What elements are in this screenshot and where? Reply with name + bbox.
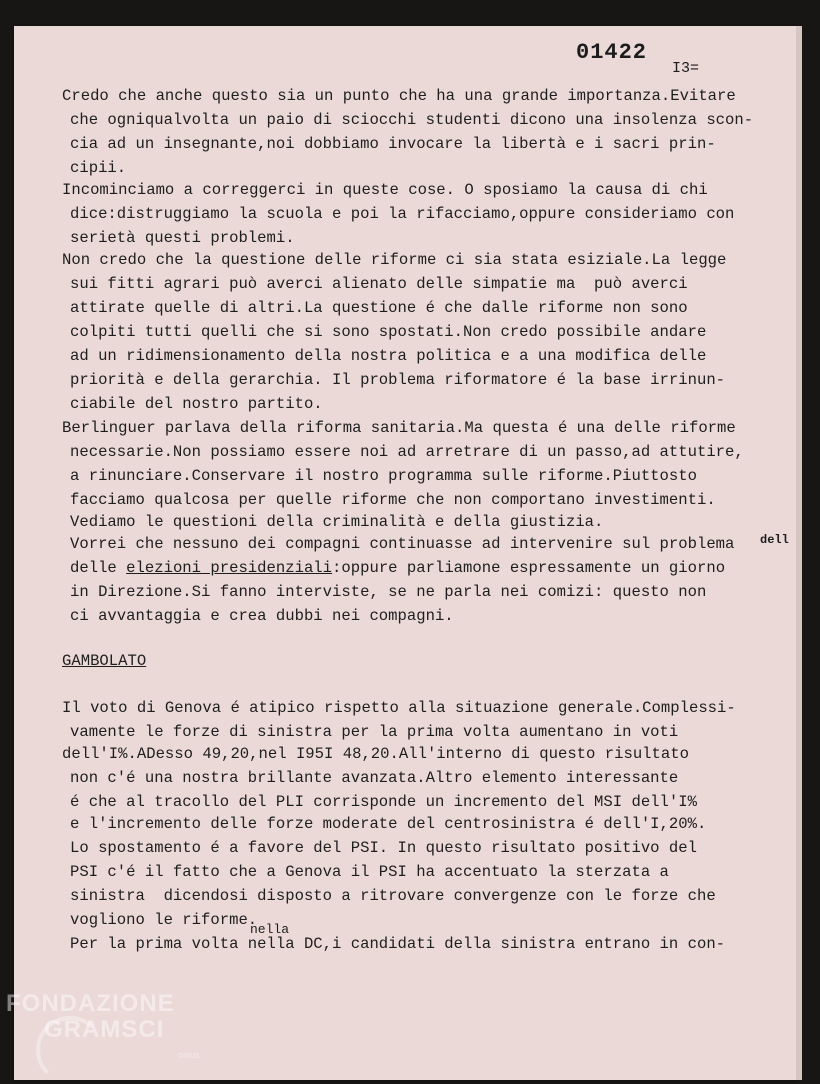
- text-line: Per la prima volta nella DC,i candidati della sinistra entrano in con-: [70, 935, 726, 953]
- text-line: vogliono le riforme.: [70, 911, 258, 929]
- text-fragment: :oppure parliamone espressamente un giorno: [332, 559, 726, 577]
- text-line: PSI c'é il fatto che a Genova il PSI ha accentuato la sterzata a: [70, 863, 669, 881]
- text-line: ci avvantaggia e crea dubbi nei compagni.: [70, 607, 454, 625]
- watermark-logo: [6, 990, 200, 1060]
- text-line: vamente le forze di sinistra per la prima volta aumentano in voti: [70, 723, 679, 741]
- marginal-overstrike: dell: [760, 533, 789, 547]
- watermark-line-3: onlus: [178, 1050, 200, 1060]
- text-line: Lo spostamento é a favore del PSI. In questo risultato positivo del: [70, 839, 697, 857]
- text-line: Non credo che la questione delle riforme ci sia stata esiziale.La legge: [62, 251, 727, 269]
- text-line: sui fitti agrari può averci alienato delle simpatie ma può averci: [70, 275, 688, 293]
- text-line: Incominciamo a correggerci in queste cose. O sposiamo la causa di chi: [62, 181, 708, 199]
- text-line: serietà questi problemi.: [70, 229, 295, 247]
- text-line: cipii.: [70, 159, 127, 177]
- text-line: sinistra dicendosi disposto a ritrovare convergenze con le forze che: [70, 887, 716, 905]
- text-line: necessarie.Non possiamo essere noi ad arretrare di un passo,ad attutire,: [70, 443, 744, 461]
- text-line: cia ad un insegnante,noi dobbiamo invocare la libertà e i sacri prin-: [70, 135, 716, 153]
- watermark-line-2: GRAMSCI: [44, 1016, 165, 1043]
- text-line: priorità e della gerarchia. Il problema riformatore é la base irrinun-: [70, 371, 726, 389]
- text-line: colpiti tutti quelli che si sono spostati.Non credo possibile andare: [70, 323, 707, 341]
- text-line: a rinunciare.Conservare il nostro programma sulle riforme.Piuttosto: [70, 467, 697, 485]
- handwritten-correction: nella: [250, 922, 290, 937]
- speaker-heading: GAMBOLATO: [62, 652, 147, 670]
- page-number: I3=: [672, 60, 700, 77]
- text-line: e l'incremento delle forze moderate del centrosinistra é dell'I,20%.: [70, 815, 707, 833]
- text-line: che ogniqualvolta un paio di sciocchi studenti dicono una insolenza scon-: [70, 111, 754, 129]
- underlined-phrase: elezioni presidenziali: [126, 559, 333, 577]
- text-line: Il voto di Genova é atipico rispetto alla situazione generale.Complessi-: [62, 699, 736, 717]
- text-line: dell'I%.ADesso 49,20,nel I95I 48,20.All'interno di questo risultato: [62, 745, 689, 763]
- archive-stamp-number: 01422: [576, 40, 648, 65]
- page-edge: [796, 26, 802, 1080]
- text-line: facciamo qualcosa per quelle riforme che non comportano investimenti.: [70, 491, 716, 509]
- text-line: non c'é una nostra brillante avanzata.Altro elemento interessante: [70, 769, 679, 787]
- text-line: ad un ridimensionamento della nostra politica e a una modifica delle: [70, 347, 707, 365]
- text-line: Credo che anche questo sia un punto che ha una grande importanza.Evitare: [62, 87, 736, 105]
- text-line: in Direzione.Si fanno interviste, se ne parla nei comizi: questo non: [70, 583, 707, 601]
- text-line: Vediamo le questioni della criminalità e della giustizia.: [70, 513, 604, 531]
- text-line: [70, 558, 725, 578]
- text-line: Berlinguer parlava della riforma sanitaria.Ma questa é una delle riforme: [62, 419, 736, 437]
- text-line: attirate quelle di altri.La questione é che dalle riforme non sono: [70, 299, 688, 317]
- text-line: dice:distruggiamo la scuola e poi la rifacciamo,oppure consideriamo con: [70, 205, 735, 223]
- watermark-line-1: FONDAZIONE: [6, 990, 175, 1017]
- text-fragment: delle: [70, 559, 127, 577]
- text-line: é che al tracollo del PLI corrisponde un incremento del MSI dell'I%: [70, 793, 697, 811]
- text-line: ciabile del nostro partito.: [70, 395, 323, 413]
- text-line: Vorrei che nessuno dei compagni continuasse ad intervenire sul problema: [70, 535, 735, 553]
